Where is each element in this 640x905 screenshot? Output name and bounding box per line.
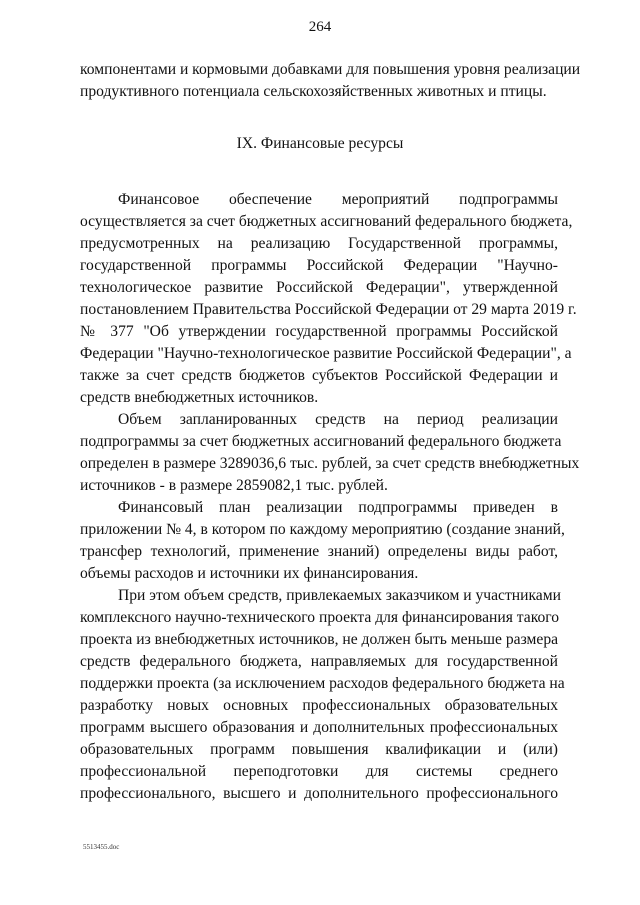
text-line: разработку новых основных профессиональных образовательных xyxy=(80,697,558,714)
text-line: приложении № 4, в котором по каждому мероприятию (создание знаний, xyxy=(80,521,565,538)
text-line: объемы расходов и источники их финансирования. xyxy=(80,565,419,582)
text-line: трансфер технологий, применение знаний) определены виды работ, xyxy=(80,543,558,560)
body-text xyxy=(80,189,580,805)
text-line: образовательных программ повышения квалификации и (или) xyxy=(80,741,558,758)
footer-code: 5513455.doc xyxy=(83,843,120,851)
text-line: средств федерального бюджета, направляемых для государственной xyxy=(80,653,558,670)
text-line: проекта из внебюджетных источников, не должен быть меньше размера xyxy=(80,631,559,648)
text-line: продуктивного потенциала сельскохозяйственных животных и птицы. xyxy=(80,83,547,100)
text-line: Федерации "Научно-технологическое развитие Российской Федерации", а xyxy=(80,345,572,362)
text-line: подпрограммы за счет бюджетных ассигнований федерального бюджета xyxy=(80,433,562,450)
text-line: комплексного научно-технического проекта для финансирования такого xyxy=(80,609,560,626)
text-line: профессионального, высшего и дополнительного профессионального xyxy=(80,785,558,802)
text-line: государственной программы Российской Федерации "Научно- xyxy=(80,257,558,274)
text-line: предусмотренных на реализацию Государственной программы, xyxy=(80,235,558,252)
text-line: Финансовое обеспечение мероприятий подпрограммы xyxy=(118,191,558,208)
text-line: профессиональной переподготовки для системы среднего xyxy=(80,763,558,780)
text-line: Объем запланированных средств на период реализации xyxy=(118,411,558,428)
page-number: 264 xyxy=(308,19,332,35)
text-line: также за счет средств бюджетов субъектов Российской Федерации и xyxy=(80,367,558,384)
text-line: технологическое развитие Российской Федерации", утвержденной xyxy=(80,279,558,296)
intro-text xyxy=(80,59,581,103)
text-line: определен в размере 3289036,6 тыс. рублей, за счет средств внебюджетных xyxy=(80,455,580,472)
section-heading: IX. Финансовые ресурсы xyxy=(236,135,404,152)
text-line: поддержки проекта (за исключением расходов федерального бюджета на xyxy=(80,675,565,692)
text-line: осуществляется за счет бюджетных ассигнований федерального бюджета, xyxy=(80,213,573,230)
text-line: средств внебюджетных источников. xyxy=(80,389,319,406)
text-line: Финансовый план реализации подпрограммы приведен в xyxy=(118,499,558,516)
text-line: постановлением Правительства Российской Федерации от 29 марта 2019 г. xyxy=(80,301,577,318)
text-line: программ высшего образования и дополнительных профессиональных xyxy=(80,719,558,736)
text-line: При этом объем средств, привлекаемых заказчиком и участниками xyxy=(118,587,561,604)
text-line: № 377 "Об утверждении государственной программы Российской xyxy=(80,323,558,340)
text-line: источников - в размере 2859082,1 тыс. рублей. xyxy=(80,477,388,494)
text-line: компонентами и кормовыми добавками для повышения уровня реализации xyxy=(80,61,581,78)
